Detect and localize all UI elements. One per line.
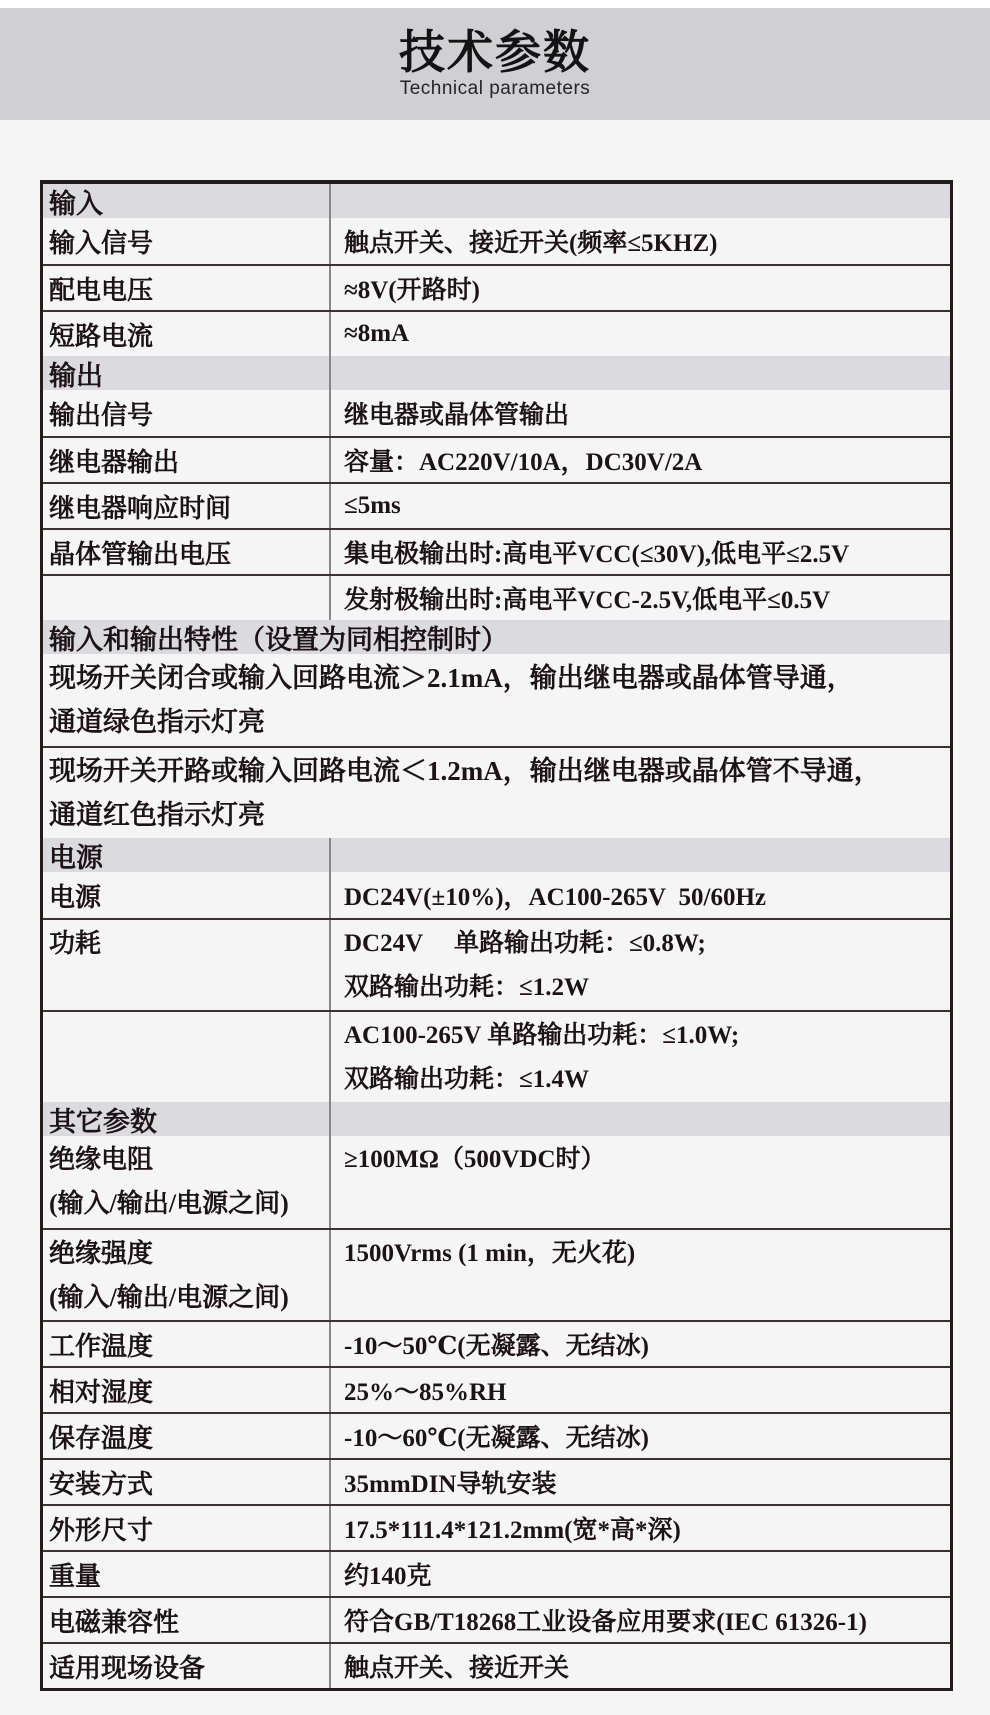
spec-value-cell — [331, 184, 950, 218]
spec-value-cell — [331, 576, 950, 620]
spec-value-cell — [331, 484, 950, 528]
spec-label-cell — [43, 218, 331, 264]
table-row — [43, 264, 950, 310]
spec-value-cell — [331, 838, 950, 872]
section-title-cell — [43, 356, 331, 390]
spec-label: 配电电压 — [49, 275, 154, 305]
spec-label-cell — [43, 438, 331, 482]
spec-value: DC24V 单路输出功耗：≤0.8W; — [344, 930, 706, 957]
spec-value: 继电器或晶体管输出 — [344, 402, 570, 429]
spec-value: 17.5*111.4*121.2mm(宽*高*深) — [344, 1517, 681, 1544]
spec-label-cell — [43, 1644, 331, 1688]
table-row — [43, 1596, 950, 1642]
spec-label: 绝缘电阻 — [49, 1145, 154, 1174]
spec-value: 双路输出功耗：≤1.2W — [344, 974, 589, 1001]
spec-value: 符合GB/T18268工业设备应用要求(IEC 61326-1) — [344, 1609, 867, 1636]
spec-value-cell — [331, 356, 950, 390]
spec-label-cell — [43, 390, 331, 436]
spec-value: 触点开关、接近开关(频率≤5KHZ) — [344, 230, 718, 257]
spec-value-cell — [331, 1506, 950, 1550]
spec-value-cell — [331, 1460, 950, 1504]
table-row — [43, 482, 950, 528]
spec-label-cell — [43, 1136, 331, 1228]
spec-value-cell — [331, 872, 950, 918]
spec-value: -10～50℃(无凝露、无结冰) — [344, 1333, 649, 1360]
spec-value: 容量：AC220V/10A，DC30V/2A — [344, 449, 703, 476]
spec-value: -10～60℃(无凝露、无结冰) — [344, 1425, 649, 1452]
characteristic-line: 通道绿色指示灯亮 — [49, 707, 265, 737]
spec-label-cell — [43, 266, 331, 310]
table-row — [43, 1136, 950, 1228]
spec-label: 电源 — [49, 882, 102, 912]
spec-label-cell — [43, 872, 331, 918]
table-section-row — [43, 620, 950, 654]
spec-label: 绝缘强度 — [49, 1239, 154, 1268]
spec-label: 继电器输出 — [49, 447, 180, 477]
spec-value-cell — [331, 530, 950, 574]
table-row — [43, 918, 950, 1010]
spec-value: 双路输出功耗：≤1.4W — [344, 1066, 589, 1093]
table-row — [43, 1320, 950, 1366]
table-row — [43, 390, 950, 436]
spec-label: 安装方式 — [49, 1469, 154, 1499]
spec-value-cell — [331, 1322, 950, 1366]
spec-value: AC100-265V 单路输出功耗：≤1.0W; — [344, 1022, 740, 1049]
table-row — [43, 1458, 950, 1504]
section-title-cell — [43, 838, 331, 872]
section-title: 输出 — [49, 360, 103, 390]
spec-label: 继电器响应时间 — [49, 493, 232, 523]
spec-value: DC24V(±10%)，AC100-265V 50/60Hz — [344, 884, 767, 911]
spec-value-cell — [331, 1102, 950, 1136]
table-section-row — [43, 1102, 950, 1136]
spec-label: 输出信号 — [49, 400, 154, 430]
spec-label-note: (输入/输出/电源之间) — [49, 1283, 289, 1312]
spec-label: 工作温度 — [49, 1331, 154, 1361]
spec-value-cell — [331, 1598, 950, 1642]
spec-label-cell — [43, 1506, 331, 1550]
spec-value: ≥100MΩ（500VDC时） — [344, 1146, 606, 1173]
spec-label-cell — [43, 1322, 331, 1366]
section-title: 电源 — [49, 842, 103, 872]
spec-label-cell — [43, 1368, 331, 1412]
spec-label: 电磁兼容性 — [49, 1607, 180, 1637]
spec-value: 触点开关、接近开关 — [344, 1655, 570, 1682]
spec-value: 25%～85%RH — [344, 1379, 507, 1406]
table-row — [43, 1010, 950, 1102]
spec-value-cell — [331, 920, 950, 1010]
spec-label: 短路电流 — [49, 321, 154, 351]
spec-value-cell — [331, 312, 950, 356]
spec-label: 功耗 — [49, 929, 102, 958]
characteristic-line: 通道红色指示灯亮 — [49, 800, 265, 830]
spec-table — [40, 180, 953, 1691]
spec-label-cell — [43, 1598, 331, 1642]
spec-value-cell — [331, 1230, 950, 1320]
characteristic-line: 现场开关开路或输入回路电流＜1.2mA，输出继电器或晶体管不导通， — [49, 756, 881, 786]
page-subtitle: Technical parameters — [399, 78, 591, 100]
spec-label-cell — [43, 920, 331, 1010]
spec-label: 输入信号 — [49, 228, 154, 258]
spec-label: 保存温度 — [49, 1423, 154, 1453]
spec-label-cell — [43, 312, 331, 356]
spec-label: 外形尺寸 — [49, 1515, 154, 1545]
spec-label-cell — [43, 576, 331, 620]
table-row — [43, 1228, 950, 1320]
characteristic-line: 现场开关闭合或输入回路电流＞2.1mA，输出继电器或晶体管导通， — [49, 663, 854, 693]
table-row — [43, 218, 950, 264]
spec-value: 集电极输出时:高电平VCC(≤30V),低电平≤2.5V — [344, 541, 850, 568]
table-section-row — [43, 356, 950, 390]
spec-value-cell — [331, 1414, 950, 1458]
section-title-cell — [43, 620, 950, 654]
table-row — [43, 1642, 950, 1688]
spec-value-cell — [331, 218, 950, 264]
spec-value: ≈8mA — [344, 320, 410, 347]
spec-value-cell — [331, 1368, 950, 1412]
spec-label-cell — [43, 1012, 331, 1102]
spec-value: ≤5ms — [344, 492, 401, 519]
spec-value-cell — [331, 390, 950, 436]
table-row — [43, 1366, 950, 1412]
table-row — [43, 528, 950, 574]
spec-value-cell — [331, 438, 950, 482]
title-banner — [0, 8, 990, 120]
spec-value: 发射极输出时:高电平VCC-2.5V,低电平≤0.5V — [344, 587, 831, 614]
spec-label: 重量 — [49, 1561, 102, 1591]
table-row — [43, 1412, 950, 1458]
characteristic-text-cell — [43, 748, 950, 838]
table-row — [43, 872, 950, 918]
top-margin-strip — [0, 0, 990, 8]
spec-label-cell — [43, 1414, 331, 1458]
table-row — [43, 310, 950, 356]
section-title: 输入 — [49, 188, 103, 218]
spec-label: 适用现场设备 — [49, 1653, 206, 1683]
spec-label-cell — [43, 530, 331, 574]
spec-label: 相对湿度 — [49, 1377, 154, 1407]
section-title: 输入和输出特性（设置为同相控制时） — [49, 624, 508, 654]
spec-value-cell — [331, 1644, 950, 1688]
table-row — [43, 1504, 950, 1550]
page-title: 技术参数 — [399, 25, 591, 78]
spec-label-cell — [43, 1552, 331, 1596]
table-section-row — [43, 184, 950, 218]
spec-value: 35mmDIN导轨安装 — [344, 1471, 557, 1498]
section-title: 其它参数 — [49, 1106, 157, 1136]
table-row — [43, 574, 950, 620]
characteristic-text-cell — [43, 654, 950, 746]
table-row — [43, 436, 950, 482]
spec-label: 晶体管输出电压 — [49, 539, 232, 569]
spec-value-cell — [331, 266, 950, 310]
table-row — [43, 654, 950, 746]
spec-value: 约140克 — [344, 1563, 432, 1590]
spec-value: 1500Vrms (1 min，无火花) — [344, 1240, 636, 1267]
spec-value-cell — [331, 1552, 950, 1596]
spec-label-cell — [43, 1460, 331, 1504]
spec-value: ≈8V(开路时) — [344, 277, 480, 304]
table-row — [43, 1550, 950, 1596]
table-row — [43, 746, 950, 838]
spec-value-cell — [331, 1136, 950, 1228]
spec-label-note: (输入/输出/电源之间) — [49, 1189, 289, 1218]
section-title-cell — [43, 1102, 331, 1136]
spec-value-cell — [331, 1012, 950, 1102]
spec-label-cell — [43, 484, 331, 528]
table-section-row — [43, 838, 950, 872]
spec-label-cell — [43, 1230, 331, 1320]
section-title-cell — [43, 184, 331, 218]
